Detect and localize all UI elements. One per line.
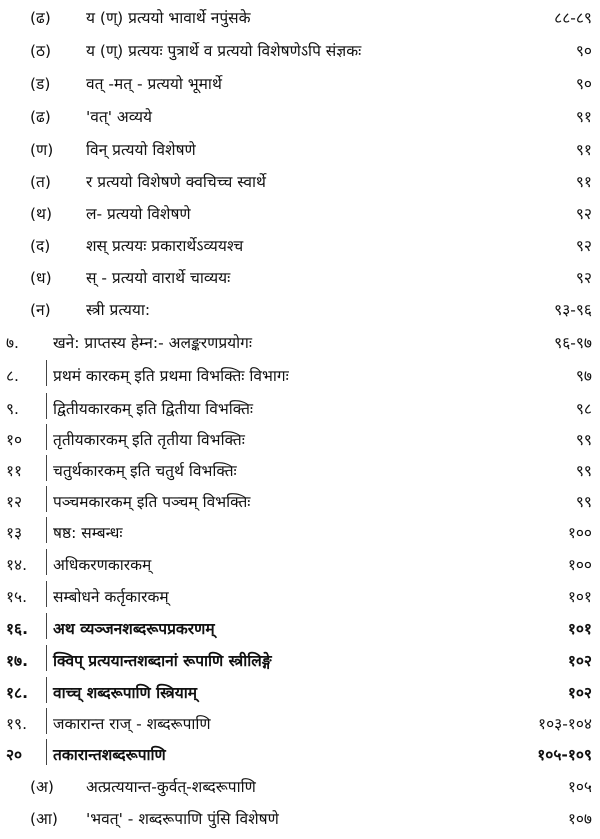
toc-entry (0, 327, 600, 360)
toc-entry (0, 486, 600, 519)
entry-divider (46, 455, 47, 481)
entry-title: 'भवत्' - शब्दरूपाणि पुंसि विशेषणे (86, 810, 279, 828)
entry-page-number: १०१ (567, 620, 592, 638)
entry-page-number: ९९ (575, 493, 592, 511)
entry-number: १० (6, 431, 23, 449)
entry-title: वत् -मत् - प्रत्ययो भूमार्थे (86, 75, 222, 93)
entry-page-number: ९२ (575, 237, 592, 255)
entry-label: (न) (30, 301, 51, 319)
entry-number: ७. (6, 334, 19, 352)
entry-title: स्त्री प्रत्यया: (86, 301, 151, 319)
toc-entry (0, 101, 600, 134)
entry-label: (थ) (30, 205, 52, 223)
entry-title: अधिकरणकारकम् (53, 556, 152, 574)
toc-entry (0, 198, 600, 231)
entry-label: (त) (30, 173, 51, 191)
entry-title: स् - प्रत्ययो वारार्थे चाव्ययः (86, 269, 231, 287)
toc-entry (0, 739, 600, 772)
entry-divider (46, 393, 47, 419)
entry-number: १८. (6, 684, 29, 702)
toc-entry (0, 393, 600, 426)
entry-page-number: ९२ (575, 269, 592, 287)
entry-page-number: १०१ (567, 588, 592, 606)
entry-page-number: ९२ (575, 205, 592, 223)
entry-title: पञ्चमकारकम् इति पञ्चम् विभक्तिः (53, 493, 251, 511)
entry-title: विन् प्रत्ययो विशेषणे (86, 141, 196, 159)
entry-label: (ध) (30, 269, 52, 287)
entry-page-number: ८८-८९ (554, 9, 592, 27)
entry-number: १५. (6, 588, 28, 606)
toc-entry (0, 455, 600, 488)
toc-entry (0, 677, 600, 710)
entry-label: (ढ) (30, 9, 51, 27)
toc-entry (0, 424, 600, 457)
toc-entry (0, 294, 600, 327)
entry-page-number: ९९ (575, 462, 592, 480)
entry-number: १२ (6, 493, 23, 511)
entry-divider (46, 581, 47, 607)
toc-entry (0, 708, 600, 741)
entry-page-number: ९९ (575, 431, 592, 449)
toc-entry (0, 517, 600, 550)
entry-title: तृतीयकारकम् इति तृतीया विभक्तिः (53, 431, 245, 449)
entry-number: १४. (6, 556, 28, 574)
entry-title: खने: प्राप्तस्य हेम्न:- अलङ्करणप्रयोगः (53, 334, 253, 352)
entry-title: अथ व्यञ्जनशब्दरूपप्रकरणम् (53, 620, 215, 638)
toc-entry (0, 262, 600, 295)
entry-page-number: ९६-९७ (554, 334, 592, 352)
toc-entry (0, 134, 600, 167)
entry-title: य (ण्) प्रत्ययो भावार्थे नपुंसके (86, 9, 251, 27)
entry-title: अत्प्रत्ययान्त-कुर्वत्-शब्दरूपाणि (86, 778, 256, 796)
entry-number: १७. (6, 652, 29, 670)
entry-divider (46, 486, 47, 512)
entry-divider (46, 517, 47, 543)
entry-title: षष्ठ: सम्बन्धः (53, 524, 123, 542)
entry-label: (ढ) (30, 108, 51, 126)
entry-title: प्रथमं कारकम् इति प्रथमा विभक्तिः विभागः (53, 367, 289, 385)
entry-number: ९. (6, 400, 19, 418)
entry-page-number: ९० (575, 42, 592, 60)
entry-divider (46, 739, 47, 765)
entry-number: ११ (6, 462, 23, 480)
entry-page-number: १०३-१०४ (538, 715, 592, 733)
entry-label: (ठ) (30, 42, 52, 60)
entry-page-number: ९७ (575, 367, 592, 385)
entry-number: १६. (6, 620, 29, 638)
toc-entry (0, 68, 600, 101)
entry-page-number: १०७ (567, 810, 592, 828)
entry-number: ८. (6, 367, 19, 385)
entry-title: 'वत्' अव्यये (86, 108, 153, 126)
toc-entry (0, 2, 600, 35)
entry-page-number: ९८ (575, 400, 592, 418)
entry-divider (46, 424, 47, 450)
entry-divider (46, 549, 47, 575)
entry-page-number: १०५-१०९ (537, 746, 592, 764)
toc-entry (0, 645, 600, 678)
entry-page-number: १०० (567, 524, 592, 542)
entry-label: (अ) (30, 778, 54, 796)
entry-title: य (ण्) प्रत्ययः पुत्रार्थे व प्रत्ययो विशेषणेऽपि संज्ञकः (86, 42, 362, 60)
entry-title: तकारान्तशब्दरूपाणि (53, 746, 166, 764)
entry-title: सम्बोधने कर्तृकारकम् (53, 588, 169, 606)
entry-page-number: ९१ (575, 141, 592, 159)
entry-title: द्वितीयकारकम् इति द्वितीया विभक्तिः (53, 400, 254, 418)
toc-entry (0, 803, 600, 836)
toc-entry (0, 581, 600, 614)
entry-title: क्विप् प्रत्ययान्तशब्दानां रूपाणि स्त्रीलिङ्गे (53, 652, 272, 670)
entry-title: चतुर्थकारकम् इति चतुर्थ विभक्तिः (53, 462, 237, 480)
toc-entry (0, 166, 600, 199)
entry-page-number: ९१ (575, 108, 592, 126)
entry-label: (ण) (30, 141, 54, 159)
entry-number: १९. (6, 715, 28, 733)
entry-page-number: १०२ (567, 684, 592, 702)
toc-entry (0, 613, 600, 646)
entry-number: १३ (6, 524, 23, 542)
entry-label: (ड) (30, 75, 51, 93)
toc-entry (0, 771, 600, 804)
entry-page-number: १०२ (567, 652, 592, 670)
entry-page-number: ९३-९६ (554, 301, 592, 319)
toc-entry (0, 360, 600, 393)
entry-label: (द) (30, 237, 51, 255)
entry-divider (46, 360, 47, 386)
entry-page-number: ९१ (575, 173, 592, 191)
entry-page-number: १०० (567, 556, 592, 574)
entry-divider (46, 708, 47, 734)
entry-label: (आ) (30, 810, 58, 828)
entry-title: जकारान्त राज् - शब्दरूपाणि (53, 715, 211, 733)
entry-divider (46, 677, 47, 703)
entry-title: वाच्च् शब्दरूपाणि स्त्रियाम् (53, 684, 198, 702)
entry-divider (46, 645, 47, 671)
toc-entry (0, 35, 600, 68)
entry-page-number: ९० (575, 75, 592, 93)
toc-entry (0, 549, 600, 582)
entry-page-number: १०५ (567, 778, 592, 796)
toc-entry (0, 230, 600, 263)
entry-title: ल- प्रत्ययो विशेषणे (86, 205, 191, 223)
entry-title: र प्रत्ययो विशेषणे क्वचिच्च स्वार्थे (86, 173, 266, 191)
entry-title: शस् प्रत्ययः प्रकारार्थेऽव्ययश्च (86, 237, 244, 255)
entry-divider (46, 613, 47, 639)
entry-number: २० (6, 746, 23, 764)
